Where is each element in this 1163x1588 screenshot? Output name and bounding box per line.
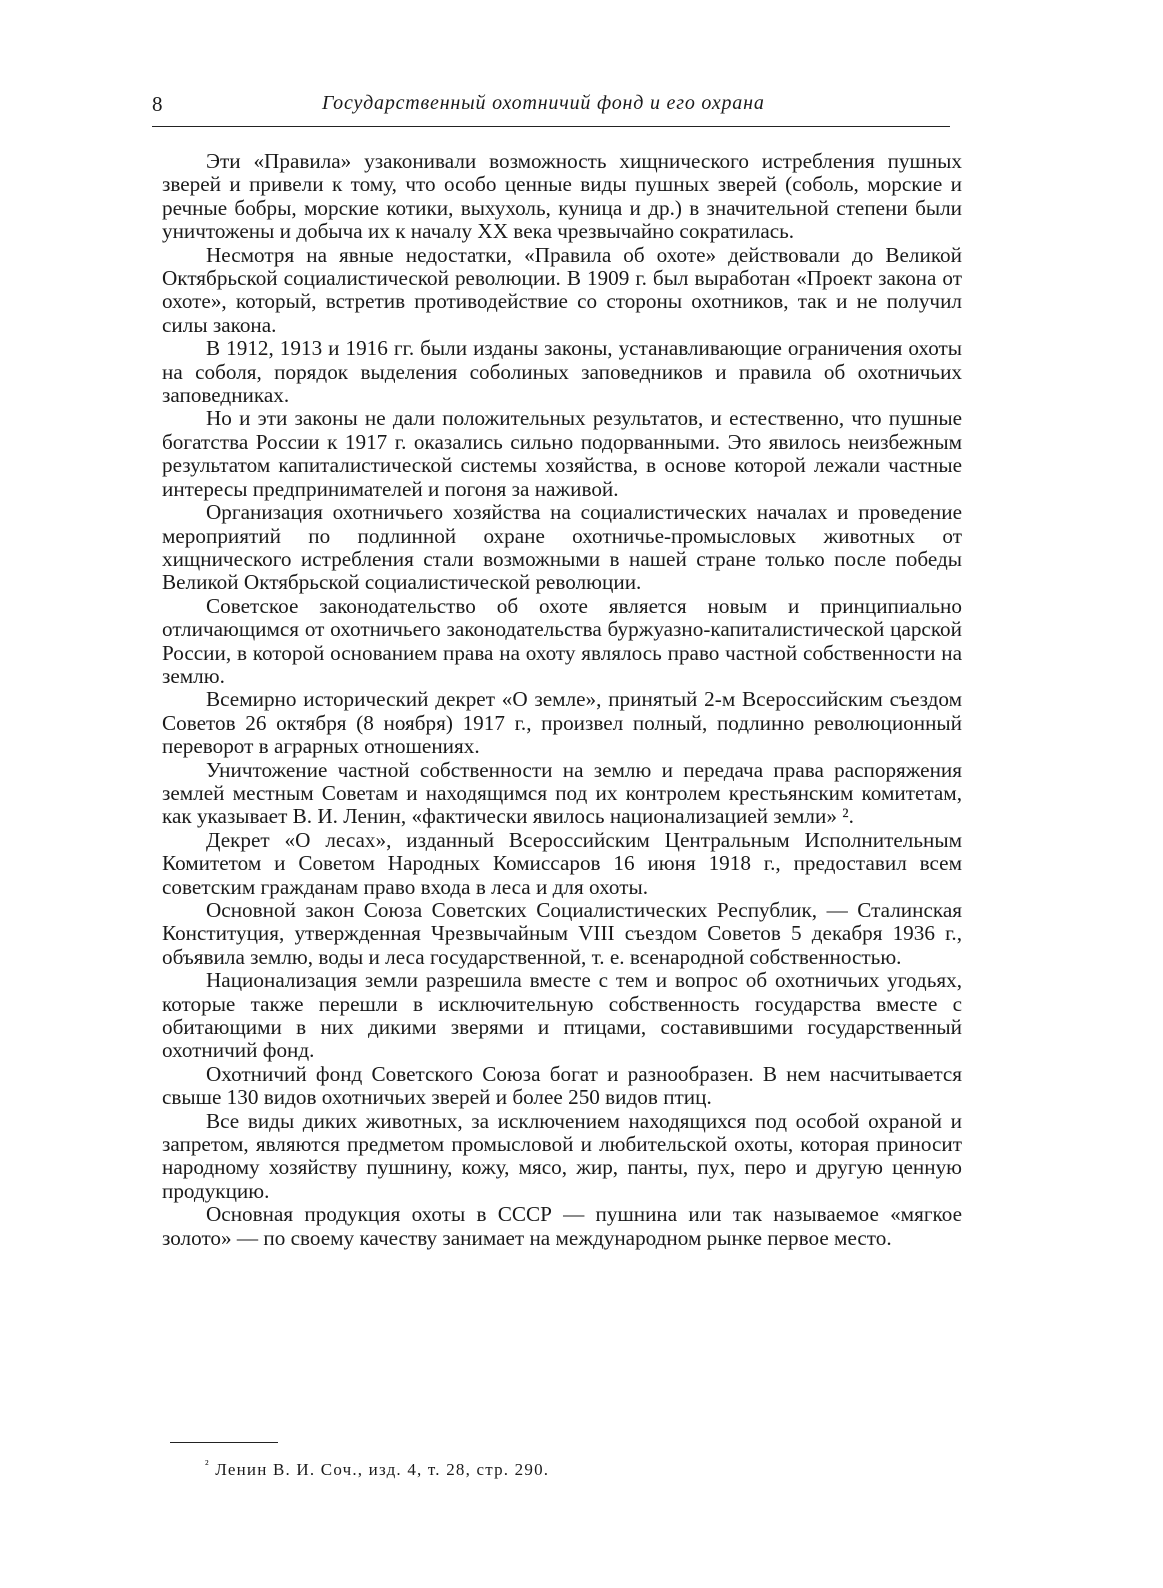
paragraph: Уничтожение частной собственности на землю и передача права распоряжения землей местным Советам и находящимся под их контролем крестьянским комитетам, как указывает В. И. Ленин, «фактически явилось национализацией земли» ². [162, 757, 962, 829]
paragraph: Эти «Правила» узаконивали возможность хищнического истребления пушных зверей и привели к тому, что особо ценные виды пушных зверей (соболь, морские и речные бобры, морские котики, выхухоль, куница и др.) в значительной степени были уничтожены и добыча их к началу XX века чрезвычайно сократилась. [162, 149, 962, 244]
paragraph: Всемирно исторический декрет «О земле», принятый 2-м Всероссийским съездом Советов 26 октября (8 ноября) 1917 г., произвел полный, подлинно революционный переворот в аграрных отношениях. [162, 687, 962, 759]
paragraph: Советское законодательство об охоте является новым и принципиально отличающимся от охотничьего законодательства буржуазно-капиталистической царской России, в которой основанием права на охоту являлось право частной собственности на землю. [162, 593, 962, 688]
paragraph: Национализация земли разрешила вместе с тем и вопрос об охотничьих угодьях, которые также перешли в исключительную собственность государства вместе с обитающими в них дикими зверями и птицами, составившими государственный охотничий фонд. [162, 968, 962, 1063]
body-text [162, 150, 962, 1250]
paragraph: Несмотря на явные недостатки, «Правила об охоте» действовали до Великой Октябрьской социалистической революции. В 1909 г. был выработан «Проект закона от охоте», который, встретив противодействие со стороны охотников, так и не получил силы закона. [162, 242, 962, 337]
paragraph: Декрет «О лесах», изданный Всероссийским Центральным Исполнительным Комитетом и Советом Народных Комиссаров 16 июня 1918 г., предоставил всем советским гражданам право входа в леса и для охоты. [162, 827, 962, 899]
page-number: 8 [152, 92, 163, 116]
footnote-text: Ленин В. И. Соч., изд. 4, т. 28, стр. 290. [215, 1460, 550, 1479]
footnote [205, 1457, 550, 1480]
page-header [152, 92, 950, 127]
paragraph: Основная продукция охоты в СССР — пушнина или так называемое «мягкое золото» — по своему качеству занимает на международном рынке первое место. [162, 1202, 962, 1250]
paragraph: Основной закон Союза Советских Социалистических Республик, — Сталинская Конституция, утвержденная Чрезвычайным VIII съездом Советов 5 декабря 1936 г., объявила землю, воды и леса государственной, т. е. всенародной собственностью. [162, 898, 962, 969]
paragraph: Организация охотничьего хозяйства на социалистических началах и проведение мероприятий по подлинной охране охотничье-промысловых животных от хищнического истребления стали возможными в нашей стране только после победы Великой Октябрьской социалистической революции. [162, 500, 962, 595]
paragraph: Охотничий фонд Советского Союза богат и разнообразен. В нем насчитывается свыше 130 видов охотничьих зверей и более 250 видов птиц. [162, 1061, 962, 1110]
paragraph: В 1912, 1913 и 1916 гг. были изданы законы, устанавливающие ограничения охоты на соболя, порядок выделения соболиных заповедников и правила об охотничьих заповедниках. [162, 336, 962, 408]
paragraph: Все виды диких животных, за исключением находящихся под особой охраной и запретом, являются предметом промысловой и любительской охоты, которая приносит народному хозяйству пушнину, кожу, мясо, жир, панты, пух, перо и другую ценную продукцию. [162, 1108, 962, 1203]
running-title: Государственный охотничий фонд и его охрана [322, 92, 765, 114]
footnote-divider [170, 1442, 278, 1443]
paragraph: Но и эти законы не дали положительных результатов, и естественно, что пушные богатства России к 1917 г. оказались сильно подорванными. Это явилось неизбежным результатом капиталистической системы хозяйства, в основе которой лежали частные интересы предпринимателей и погоня за наживой. [162, 406, 962, 501]
footnote-mark: ² [205, 1457, 210, 1472]
